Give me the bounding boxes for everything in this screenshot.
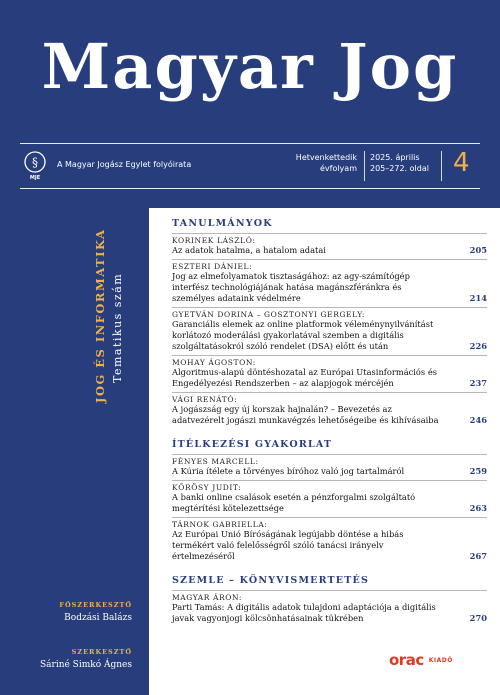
toc-entry-title: Parti Tamás: A digitális adatok tulajdoni adaptációja a digitális javak vagyonjogi kölcsönhatásainak tükrében [172, 602, 436, 623]
volume-line-1: Hetvenkettedik [295, 153, 357, 162]
divider [364, 151, 365, 181]
toc-entry[interactable] [172, 590, 487, 627]
table-of-contents [149, 208, 500, 695]
divider [441, 151, 442, 181]
toc-entry-page: 246 [469, 415, 487, 425]
toc-entry-author: TÁRNOK GABRIELLA: [172, 520, 268, 529]
toc-section-title: TANULMÁNYOK [172, 218, 273, 229]
svg-text:§: § [32, 155, 38, 170]
theme-subtitle: Tematikus szám [111, 272, 124, 383]
toc-entry[interactable] [172, 517, 487, 565]
editor-name: Sáriné Simkó Ágnes [39, 660, 132, 670]
toc-entry[interactable] [172, 480, 487, 517]
toc-entry-title: Algoritmus-alapú döntéshozatal az Európai Utasinformációs és Engedélyezési Rendszerben – az alapjogok mércéjén [172, 367, 437, 388]
toc-entry-author: GYETVÁN DORINA – GOSZTONYI GERGELY: [172, 310, 365, 319]
chief-editor [59, 601, 132, 623]
toc-entry-author: KŐRÖSY JUDIT: [172, 483, 242, 492]
toc-section-title: ÍTÉLKEZÉSI GYAKORLAT [172, 439, 333, 450]
association-emblem-icon [23, 151, 47, 181]
chief-editor-name: Bodzási Balázs [64, 613, 132, 623]
date-line-2: 205–272. oldal [370, 164, 429, 173]
theme-title: JOG ÉS INFORMATIKA [93, 228, 107, 403]
emblem-label: MJE [29, 175, 41, 181]
toc-entry[interactable] [172, 454, 487, 480]
publisher-logo: orac [389, 651, 424, 669]
toc-entry-page: 214 [469, 293, 487, 303]
toc-entry-title: Garanciális elemek az online platformok véleménynyilvánítást korlátozó moderálási gyakorlatával szemben a digitális szolgáltatásokról szóló rendelet (DSA) előtt és után [172, 319, 434, 351]
toc-entry-page: 205 [469, 245, 487, 255]
toc-entry-author: VÁGI RENÁTÓ: [172, 395, 238, 404]
toc-entry-page: 270 [469, 613, 487, 623]
volume-info [293, 152, 357, 174]
association-name: A Magyar Jogász Egylet folyóirata [57, 160, 192, 169]
volume-line-2: évfolyam [319, 164, 357, 173]
chief-editor-role: FŐSZERKESZTŐ [59, 601, 132, 609]
toc-entry-author: ESZTERI DÁNIEL: [172, 262, 253, 271]
toc-entry-title: A Kúria ítélete a törvényes bíróhoz való jog tartalmáról [172, 466, 405, 476]
toc-entry-page: 267 [469, 551, 487, 561]
toc-entry-page: 259 [469, 466, 487, 476]
toc-entry-author: FÉNYES MARCELL: [172, 457, 259, 466]
date-line-1: 2025. április [370, 153, 420, 162]
toc-entry-author: KORINEK LÁSZLÓ: [172, 236, 256, 245]
toc-entry-title: A banki online csalások esetén a pénzforgalmi szolgáltató megtérítési kötelezettsége [172, 492, 416, 513]
toc-entry-page: 226 [469, 341, 487, 351]
toc-entry[interactable] [172, 259, 487, 307]
date-info [370, 152, 429, 174]
toc-entry-page: 263 [469, 503, 487, 513]
journal-title: Magyar Jog [41, 30, 459, 103]
toc-entry-title: Az Európai Unió Bíróságának legújabb döntése a hibás termékért való felelősségről szóló tanácsi irányelv értelmezéséről [172, 529, 404, 561]
toc-entry[interactable] [172, 355, 487, 392]
toc-entry-title: A jogászság egy új korszak hajnalán? – Bevezetés az adatvezérelt jogászi munkavégzés lehetőségeibe és kihívásaiba [172, 404, 439, 425]
toc-entry-author: MOHAY ÁGOSTON: [172, 358, 256, 367]
theme-vertical [93, 208, 133, 403]
toc-entry-page: 237 [469, 378, 487, 388]
issue-number: 4 [453, 148, 470, 178]
toc-section-title: SZEMLE – KÖNYVISMERTETÉS [172, 575, 370, 586]
editor [40, 648, 132, 670]
editor-role: SZERKESZTŐ [71, 648, 132, 656]
toc-entry-title: Jog az elmefolyamatok tisztaságához: az agy-számítógép interfész technológiájának hatása magánszféránkra és személyes adataink védelmére [172, 271, 410, 303]
header-rule-bottom [20, 188, 480, 189]
toc-entry[interactable] [172, 233, 487, 259]
publisher-label: KIADÓ [428, 656, 453, 664]
toc-entry-author: MAGYAR ÁRON: [172, 593, 243, 602]
publisher [389, 651, 453, 669]
toc-entry[interactable] [172, 392, 487, 429]
toc-entry-title: Az adatok hatalma, a hatalom adatai [172, 245, 326, 255]
header-rule-top [20, 143, 480, 144]
toc-entry[interactable] [172, 307, 487, 355]
